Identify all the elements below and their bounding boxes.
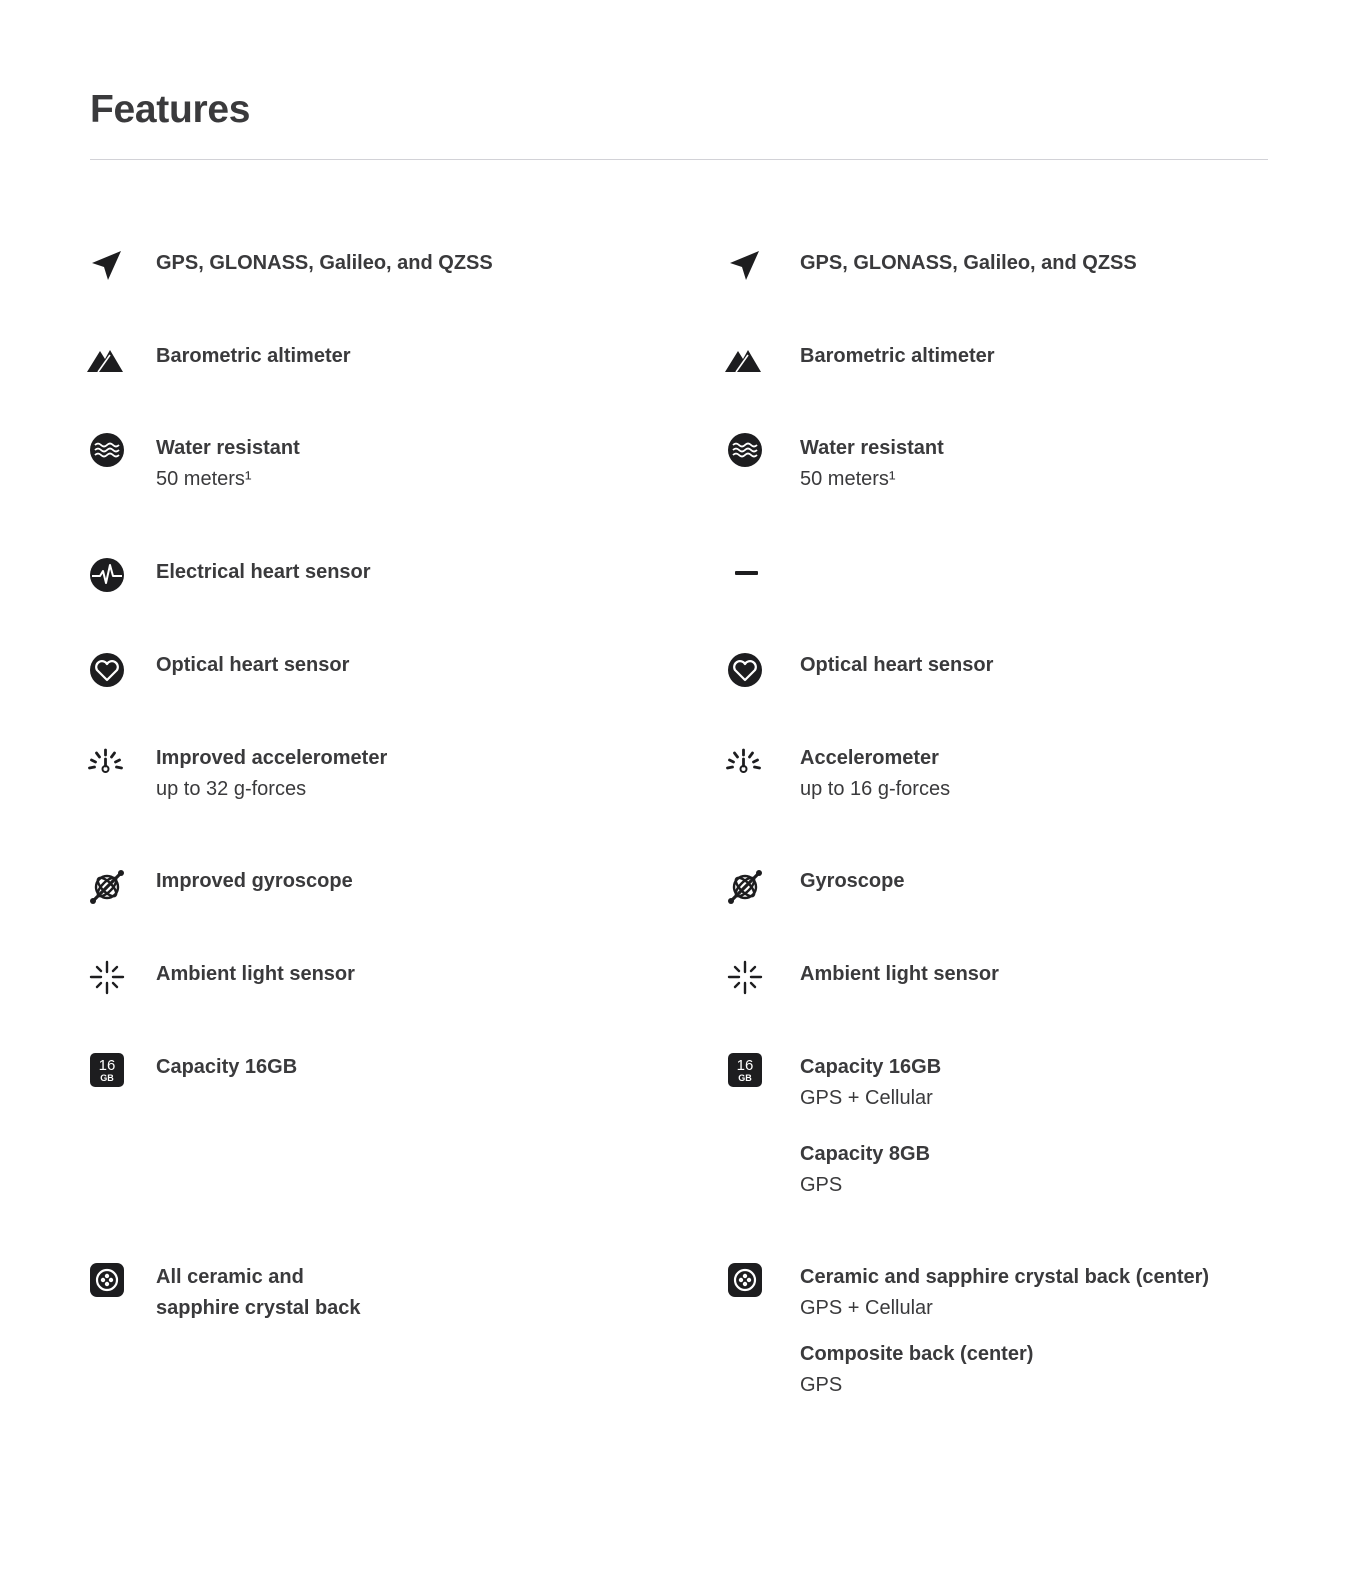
storage-16gb-icon bbox=[88, 1052, 126, 1090]
feature-subtitle: GPS + Cellular bbox=[800, 1087, 933, 1109]
water-waves-icon bbox=[88, 433, 126, 471]
storage-icon-number: 16 bbox=[736, 1057, 754, 1074]
mountains-icon bbox=[726, 341, 764, 379]
gyroscope-icon bbox=[88, 866, 126, 904]
divider bbox=[90, 159, 1268, 160]
feature-title: Capacity 16GB bbox=[800, 1056, 942, 1078]
feature-subtitle-secondary: GPS bbox=[800, 1374, 843, 1396]
feature-title: Water resistant bbox=[156, 437, 300, 459]
dash-icon bbox=[726, 557, 764, 595]
feature-title: Gyroscope bbox=[800, 870, 905, 892]
mountains-icon bbox=[88, 341, 126, 379]
feature-subtitle: up to 16 g-forces bbox=[800, 778, 951, 800]
feature-title: Improved accelerometer bbox=[156, 747, 388, 769]
accelerometer-gauge-icon bbox=[88, 743, 126, 781]
feature-title-line-1: All ceramic and bbox=[156, 1266, 304, 1288]
feature-title-secondary: Capacity 8GB bbox=[800, 1143, 931, 1165]
feature-subtitle: GPS + Cellular bbox=[800, 1297, 933, 1319]
feature-title: GPS, GLONASS, Galileo, and QZSS bbox=[800, 252, 1137, 274]
feature-title: Ambient light sensor bbox=[156, 963, 355, 985]
feature-title: Optical heart sensor bbox=[800, 654, 994, 676]
optical-heart-icon bbox=[726, 650, 764, 688]
feature-title: Ceramic and sapphire crystal back (center) bbox=[800, 1266, 1210, 1288]
water-waves-icon bbox=[726, 433, 764, 471]
feature-subtitle: 50 meters¹ bbox=[156, 468, 252, 490]
page-title: Features bbox=[90, 88, 251, 131]
feature-title-secondary: Composite back (center) bbox=[800, 1343, 1034, 1365]
feature-title: Water resistant bbox=[800, 437, 944, 459]
feature-title: Optical heart sensor bbox=[156, 654, 350, 676]
sensor-back-icon bbox=[726, 1262, 764, 1300]
feature-title: Barometric altimeter bbox=[156, 345, 351, 367]
feature-title: Ambient light sensor bbox=[800, 963, 999, 985]
storage-icon-unit: GB bbox=[738, 1073, 752, 1083]
ecg-heart-icon bbox=[88, 557, 126, 595]
location-arrow-icon bbox=[88, 248, 126, 286]
storage-icon-number: 16 bbox=[98, 1057, 116, 1074]
feature-title: Improved gyroscope bbox=[156, 870, 353, 892]
feature-title: Capacity 16GB bbox=[156, 1056, 298, 1078]
feature-subtitle: 50 meters¹ bbox=[800, 468, 896, 490]
feature-title: GPS, GLONASS, Galileo, and QZSS bbox=[156, 252, 493, 274]
feature-subtitle: up to 32 g-forces bbox=[156, 778, 307, 800]
feature-title: Electrical heart sensor bbox=[156, 561, 371, 583]
feature-subtitle-secondary: GPS bbox=[800, 1174, 843, 1196]
sensor-back-icon bbox=[88, 1262, 126, 1300]
feature-title: Accelerometer bbox=[800, 747, 939, 769]
storage-icon-unit: GB bbox=[100, 1073, 114, 1083]
ambient-light-icon bbox=[726, 959, 764, 997]
feature-title: Barometric altimeter bbox=[800, 345, 995, 367]
feature-title-line-2: sapphire crystal back bbox=[156, 1297, 361, 1319]
storage-16gb-icon bbox=[726, 1052, 764, 1090]
location-arrow-icon bbox=[726, 248, 764, 286]
accelerometer-gauge-icon bbox=[726, 743, 764, 781]
optical-heart-icon bbox=[88, 650, 126, 688]
ambient-light-icon bbox=[88, 959, 126, 997]
gyroscope-icon bbox=[726, 866, 764, 904]
